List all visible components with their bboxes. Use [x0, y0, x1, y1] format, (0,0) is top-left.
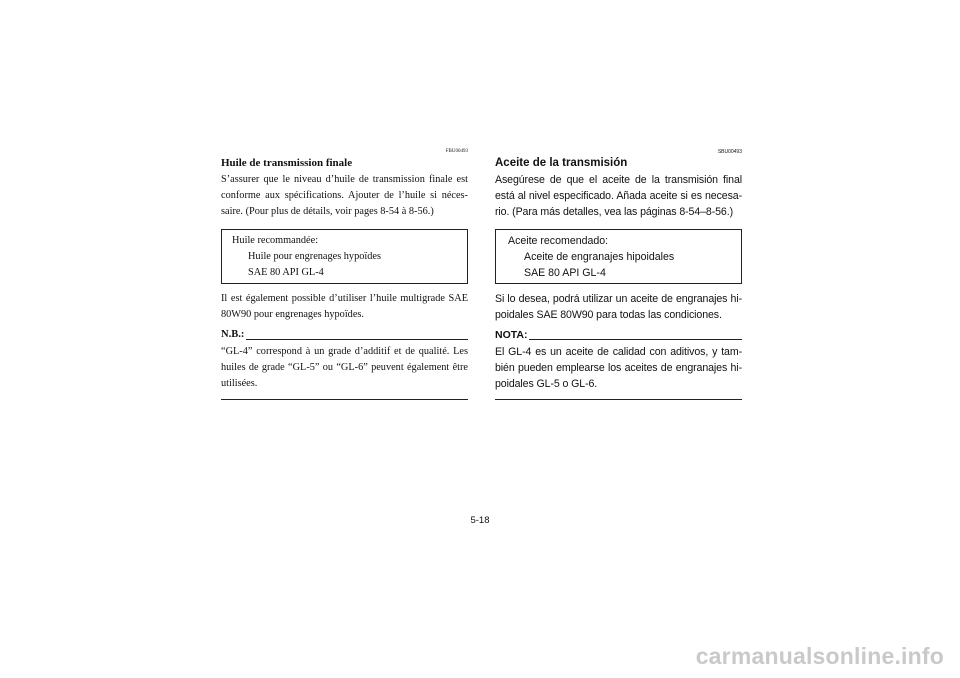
section-code: SBU00493: [717, 149, 742, 155]
note-text: “GL-4” correspond à un grade d’additif et de qualité. Les huiles de grade “GL-5” ou “GL-6” peuvent également être utilisées.: [221, 346, 468, 390]
intro-paragraph: Asegúrese de que el aceite de la transmisión final está al nivel especificado. Añada aceite si es necesa-rio. (Para más detalles, vea las páginas 8-54–8-56.): [495, 174, 742, 219]
recommended-oil-box: [495, 229, 742, 284]
section-title: Aceite de la transmisión: [495, 157, 628, 169]
section-code: FBU00493: [445, 149, 468, 154]
box-line-grade: SAE 80 API GL-4: [524, 266, 606, 279]
recommended-oil-box: [221, 229, 468, 284]
alternative-oil-paragraph: Il est également possible d’utiliser l’huile multigrade SAE 80W90 pour engrenages hypoïdes.: [221, 292, 468, 320]
box-label: Huile recommandée:: [232, 234, 319, 246]
note-header: [221, 327, 468, 342]
note-text: El GL-4 es un aceite de calidad con aditivos, y tam-bién pueden emplearse los aceites de engranajes hi-poidales GL-5 o GL-6.: [495, 346, 742, 391]
alternative-oil-paragraph: Si lo desea, podrá utilizar un aceite de engranajes hi-poidales SAE 80W90 para todas las condiciones.: [495, 292, 742, 321]
note-rule: [529, 339, 742, 340]
box-line-oil-type: Huile pour engrenages hypoïdes: [248, 250, 381, 262]
note-end-rule: [221, 399, 468, 400]
intro-paragraph: S’assurer que le niveau d’huile de transmission finale est conforme aux spécifications. Ajouter de l’huile si néces-saire. (Pour plus de détails, voir pages 8-54 à 8-56.): [221, 174, 468, 218]
box-label: Aceite recomendado:: [508, 234, 609, 247]
spanish-column: [495, 148, 742, 400]
note-header: [495, 327, 742, 342]
watermark: carmanualsonline.info: [695, 643, 944, 669]
box-line-oil-type: Aceite de engranajes hipoidales: [524, 250, 675, 263]
note-rule: [246, 339, 468, 340]
note-label: NOTA:: [495, 329, 528, 342]
note-end-rule: [495, 399, 742, 400]
section-title: Huile de transmission finale: [221, 157, 353, 169]
page-number: 5-18: [470, 515, 490, 526]
french-column: [221, 148, 468, 400]
box-line-grade: SAE 80 API GL-4: [248, 266, 324, 278]
note-label: N.B.:: [221, 329, 245, 341]
